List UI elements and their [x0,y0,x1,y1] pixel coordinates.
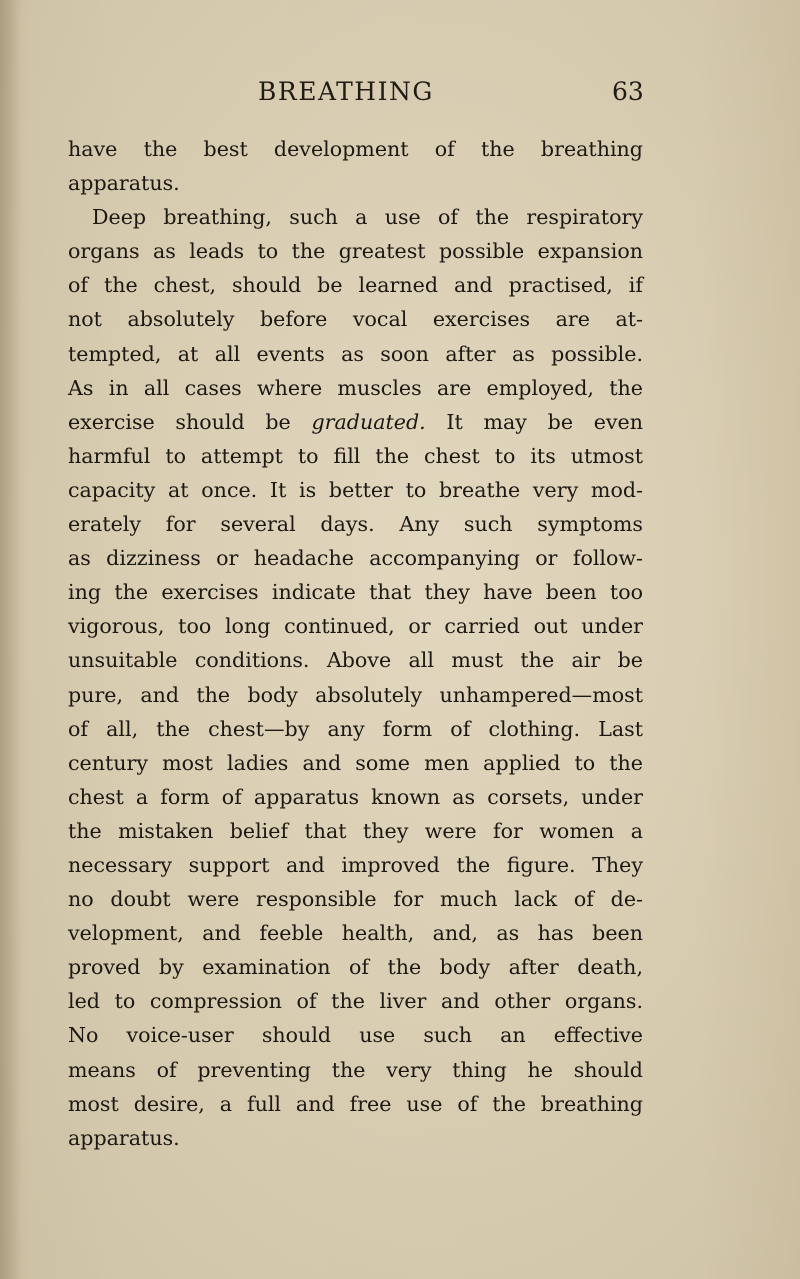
text-line: as dizziness or headache accompanying or follow- [68,546,643,571]
page-header [0,76,800,116]
text-line: the mistaken belief that they were for women a [68,818,643,843]
text-line: As in all cases where muscles are employed, the [68,375,643,400]
italic-emphasis: graduated. [311,409,426,434]
text-line: harmful to attempt to fill the chest to its utmost [68,443,643,468]
text-line: led to compression of the liver and other organs. [68,989,643,1014]
text-line: unsuitable conditions. Above all must the air be [68,648,643,673]
text-line: of the chest, should be learned and practised, if [68,273,643,298]
text-line: apparatus. [68,171,180,196]
text-line: means of preventing the very thing he should [68,1057,643,1082]
text-line: tempted, at all events as soon after as possible. [68,341,643,366]
text-line: chest a form of apparatus known as corsets, under [68,784,643,809]
gutter-shadow [0,0,22,1279]
text-line: Deep breathing, such a use of the respiratory [92,205,643,230]
text-line: velopment, and feeble health, and, as has been [68,921,643,946]
text-line: century most ladies and some men applied to the [68,750,643,775]
text-line: No voice-user should use such an effective [68,1023,643,1048]
page-number: 63 [612,77,644,106]
text-line: vigorous, too long continued, or carried out under [68,614,643,639]
text-line: necessary support and improved the figure. They [68,852,643,877]
text-fragment: It may be even [446,409,643,434]
text-line: organs as leads to the greatest possible expansion [68,239,643,264]
text-line: most desire, a full and free use of the breathing [68,1091,643,1116]
text-line: pure, and the body absolutely unhampered—most [68,682,643,707]
text-fragment: exercise should be [68,409,291,434]
text-line: no doubt were responsible for much lack of de- [68,887,643,912]
text-line: not absolutely before vocal exercises are at- [68,307,643,332]
text-line: erately for several days. Any such symptoms [68,512,643,537]
text-line: apparatus. [68,1125,180,1150]
text-line: capacity at once. It is better to breathe very mod- [68,477,643,502]
running-head: BREATHING [258,77,434,106]
text-line: have the best development of the breathing [68,137,643,161]
body-text [68,132,643,1155]
text-line: of all, the chest—by any form of clothing. Last [68,716,643,741]
text-line [68,405,643,439]
text-line: ing the exercises indicate that they have been too [68,580,643,605]
text-line: proved by examination of the body after death, [68,955,643,980]
